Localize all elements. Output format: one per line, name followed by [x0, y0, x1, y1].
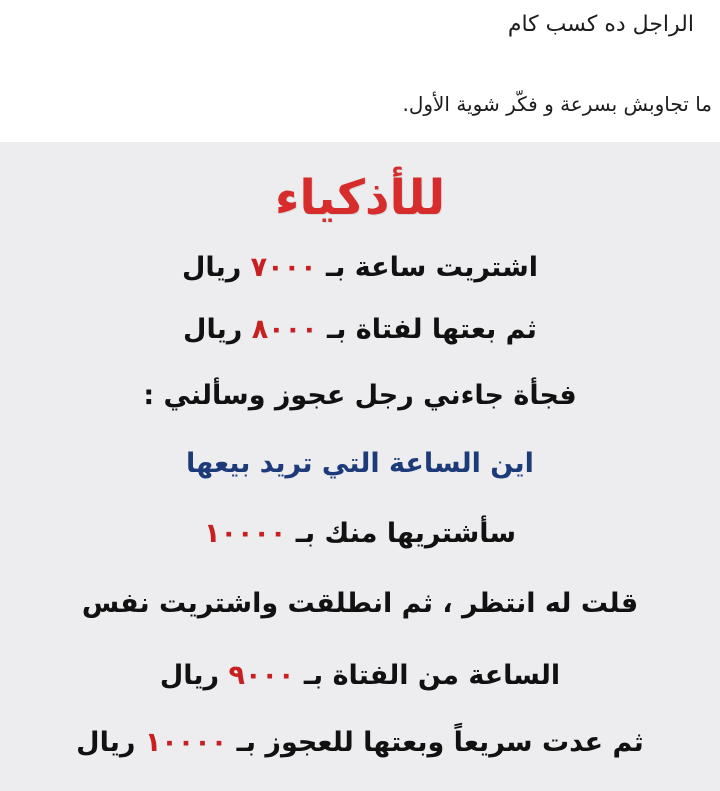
riddle-line-7	[0, 660, 720, 691]
riddle-line-6-text: قلت له انتظر ، ثم انطلقت واشتريت نفس	[81, 588, 639, 619]
riddle-line-7-prefix: الساعة من الفتاة بـ	[294, 660, 561, 691]
riddle-line-2-suffix: ريال	[183, 314, 252, 345]
riddle-line-5	[0, 518, 720, 549]
riddle-line-1	[0, 252, 720, 283]
caption-hint: ما تجاوبش بسرعة و فكّر شوية الأول.	[402, 92, 712, 116]
riddle-line-7-price: ٩٠٠٠	[228, 660, 295, 691]
riddle-line-5-prefix: سأشتريها منك بـ	[286, 518, 516, 549]
riddle-line-7-suffix: ريال	[159, 660, 229, 691]
caption-question: الراجل ده كسب كام	[507, 12, 694, 37]
riddle-line-8	[0, 727, 720, 758]
riddle-line-2-price: ٨٠٠٠	[251, 314, 318, 345]
riddle-line-2-prefix: ثم بعتها لفتاة بـ	[317, 314, 537, 345]
post-caption	[0, 0, 720, 142]
riddle-line-6	[0, 588, 720, 619]
riddle-line-2	[0, 314, 720, 345]
riddle-line-8-prefix: ثم عدت سريعاً وبعتها للعجوز بـ	[227, 727, 644, 758]
riddle-line-1-suffix: ريال	[182, 252, 251, 283]
riddle-title: للأذكياء	[274, 170, 446, 226]
riddle-line-3	[0, 380, 720, 411]
riddle-line-5-price: ١٠٠٠٠	[203, 518, 287, 549]
riddle-line-4	[0, 448, 720, 479]
riddle-line-4-text: اين الساعة التي تريد بيعها	[186, 448, 534, 479]
riddle-line-8-price: ١٠٠٠٠	[144, 727, 228, 758]
riddle-line-8-suffix: ريال	[76, 727, 145, 758]
riddle-line-1-price: ٧٠٠٠	[250, 252, 317, 283]
riddle-line-1-prefix: اشتريت ساعة بـ	[316, 252, 538, 283]
riddle-line-3-text: فجأة جاءني رجل عجوز وسألني :	[143, 380, 577, 411]
